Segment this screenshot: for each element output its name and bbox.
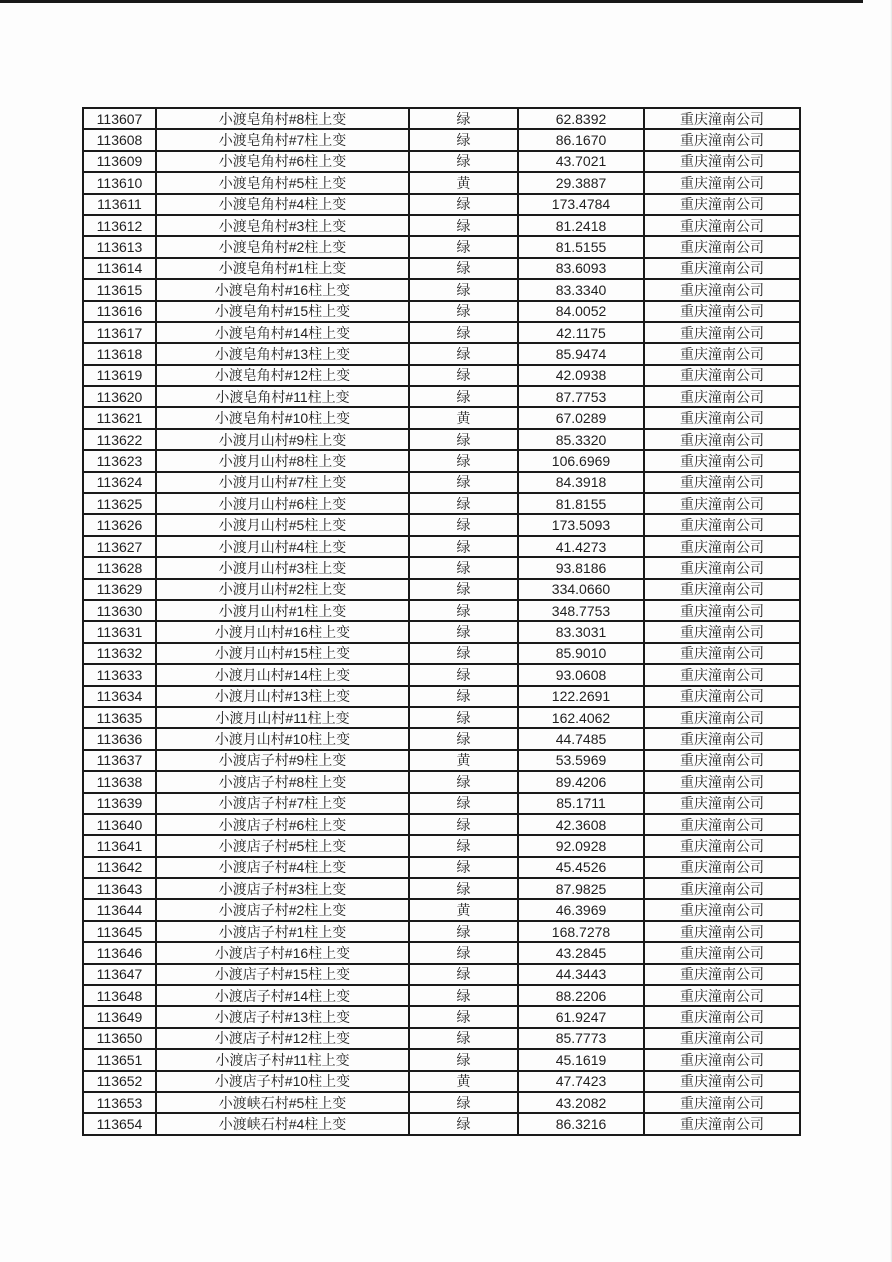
table-row	[83, 407, 800, 428]
table-row	[83, 493, 800, 514]
cell-id: 113608	[83, 129, 156, 150]
cell-status: 绿	[409, 386, 518, 407]
cell-status: 黄	[409, 1071, 518, 1092]
cell-value: 83.3340	[518, 279, 644, 300]
table-row	[83, 621, 800, 642]
cell-id: 113630	[83, 600, 156, 621]
cell-value: 67.0289	[518, 407, 644, 428]
cell-status: 绿	[409, 301, 518, 322]
table-row	[83, 514, 800, 535]
cell-company: 重庆潼南公司	[644, 1028, 800, 1049]
cell-name: 小渡皂角村#15柱上变	[156, 301, 409, 322]
cell-id: 113642	[83, 857, 156, 878]
table-row	[83, 921, 800, 942]
cell-status: 黄	[409, 899, 518, 920]
cell-value: 93.8186	[518, 557, 644, 578]
cell-company: 重庆潼南公司	[644, 985, 800, 1006]
cell-company: 重庆潼南公司	[644, 557, 800, 578]
cell-value: 53.5969	[518, 750, 644, 771]
cell-value: 86.1670	[518, 129, 644, 150]
cell-id: 113654	[83, 1113, 156, 1134]
table-row	[83, 236, 800, 257]
cell-value: 44.7485	[518, 728, 644, 749]
cell-id: 113611	[83, 194, 156, 215]
cell-name: 小渡店子村#2柱上变	[156, 899, 409, 920]
cell-value: 162.4062	[518, 707, 644, 728]
cell-status: 绿	[409, 343, 518, 364]
cell-id: 113619	[83, 365, 156, 386]
cell-status: 绿	[409, 108, 518, 129]
cell-value: 334.0660	[518, 579, 644, 600]
cell-id: 113615	[83, 279, 156, 300]
cell-status: 绿	[409, 450, 518, 471]
cell-value: 45.4526	[518, 857, 644, 878]
table-row	[83, 194, 800, 215]
cell-value: 85.9010	[518, 643, 644, 664]
cell-value: 85.1711	[518, 793, 644, 814]
cell-company: 重庆潼南公司	[644, 857, 800, 878]
cell-name: 小渡月山村#4柱上变	[156, 536, 409, 557]
cell-status: 绿	[409, 236, 518, 257]
cell-status: 绿	[409, 814, 518, 835]
cell-id: 113631	[83, 621, 156, 642]
cell-status: 黄	[409, 407, 518, 428]
cell-id: 113614	[83, 258, 156, 279]
cell-company: 重庆潼南公司	[644, 1049, 800, 1070]
cell-name: 小渡店子村#9柱上变	[156, 750, 409, 771]
cell-company: 重庆潼南公司	[644, 536, 800, 557]
cell-name: 小渡店子村#4柱上变	[156, 857, 409, 878]
cell-company: 重庆潼南公司	[644, 514, 800, 535]
cell-name: 小渡店子村#10柱上变	[156, 1071, 409, 1092]
table-row	[83, 386, 800, 407]
table-row	[83, 964, 800, 985]
cell-value: 42.3608	[518, 814, 644, 835]
cell-company: 重庆潼南公司	[644, 899, 800, 920]
cell-id: 113646	[83, 942, 156, 963]
cell-value: 45.1619	[518, 1049, 644, 1070]
cell-id: 113636	[83, 728, 156, 749]
table-row	[83, 707, 800, 728]
table-row	[83, 899, 800, 920]
table-row	[83, 643, 800, 664]
cell-id: 113618	[83, 343, 156, 364]
table-row	[83, 129, 800, 150]
cell-value: 168.7278	[518, 921, 644, 942]
cell-value: 61.9247	[518, 1006, 644, 1027]
cell-name: 小渡皂角村#2柱上变	[156, 236, 409, 257]
cell-value: 173.5093	[518, 514, 644, 535]
cell-id: 113628	[83, 557, 156, 578]
cell-status: 绿	[409, 771, 518, 792]
cell-name: 小渡月山村#1柱上变	[156, 600, 409, 621]
cell-name: 小渡皂角村#8柱上变	[156, 108, 409, 129]
scan-top-line	[0, 0, 863, 3]
cell-company: 重庆潼南公司	[644, 172, 800, 193]
cell-value: 43.7021	[518, 151, 644, 172]
cell-status: 绿	[409, 921, 518, 942]
cell-name: 小渡月山村#3柱上变	[156, 557, 409, 578]
table-row	[83, 664, 800, 685]
cell-id: 113622	[83, 429, 156, 450]
cell-status: 绿	[409, 728, 518, 749]
table-row	[83, 450, 800, 471]
cell-value: 43.2082	[518, 1092, 644, 1113]
cell-name: 小渡店子村#3柱上变	[156, 878, 409, 899]
cell-value: 88.2206	[518, 985, 644, 1006]
cell-id: 113621	[83, 407, 156, 428]
cell-name: 小渡月山村#13柱上变	[156, 686, 409, 707]
cell-status: 绿	[409, 151, 518, 172]
table-row	[83, 835, 800, 856]
cell-id: 113644	[83, 899, 156, 920]
cell-value: 89.4206	[518, 771, 644, 792]
table-row	[83, 793, 800, 814]
table-row	[83, 557, 800, 578]
cell-value: 43.2845	[518, 942, 644, 963]
table-row	[83, 472, 800, 493]
cell-value: 42.0938	[518, 365, 644, 386]
cell-company: 重庆潼南公司	[644, 643, 800, 664]
table-row	[83, 857, 800, 878]
cell-id: 113653	[83, 1092, 156, 1113]
cell-id: 113635	[83, 707, 156, 728]
cell-name: 小渡店子村#16柱上变	[156, 942, 409, 963]
table-row	[83, 172, 800, 193]
cell-status: 绿	[409, 1006, 518, 1027]
cell-status: 绿	[409, 1092, 518, 1113]
cell-status: 绿	[409, 194, 518, 215]
cell-status: 绿	[409, 493, 518, 514]
cell-name: 小渡皂角村#1柱上变	[156, 258, 409, 279]
table-row	[83, 536, 800, 557]
cell-status: 绿	[409, 322, 518, 343]
cell-name: 小渡皂角村#16柱上变	[156, 279, 409, 300]
cell-id: 113638	[83, 771, 156, 792]
cell-value: 46.3969	[518, 899, 644, 920]
cell-name: 小渡月山村#5柱上变	[156, 514, 409, 535]
cell-name: 小渡皂角村#10柱上变	[156, 407, 409, 428]
cell-value: 106.6969	[518, 450, 644, 471]
cell-name: 小渡月山村#9柱上变	[156, 429, 409, 450]
table-row	[83, 1049, 800, 1070]
cell-id: 113652	[83, 1071, 156, 1092]
cell-id: 113640	[83, 814, 156, 835]
cell-name: 小渡皂角村#3柱上变	[156, 215, 409, 236]
cell-id: 113641	[83, 835, 156, 856]
table-row	[83, 579, 800, 600]
cell-status: 绿	[409, 1113, 518, 1134]
cell-value: 84.3918	[518, 472, 644, 493]
cell-id: 113632	[83, 643, 156, 664]
table-row	[83, 750, 800, 771]
cell-company: 重庆潼南公司	[644, 771, 800, 792]
cell-name: 小渡皂角村#4柱上变	[156, 194, 409, 215]
cell-id: 113639	[83, 793, 156, 814]
cell-name: 小渡月山村#8柱上变	[156, 450, 409, 471]
table-row	[83, 279, 800, 300]
cell-company: 重庆潼南公司	[644, 322, 800, 343]
table-row	[83, 600, 800, 621]
cell-status: 绿	[409, 557, 518, 578]
cell-name: 小渡皂角村#5柱上变	[156, 172, 409, 193]
cell-status: 绿	[409, 429, 518, 450]
cell-status: 黄	[409, 750, 518, 771]
table-row	[83, 343, 800, 364]
cell-name: 小渡月山村#7柱上变	[156, 472, 409, 493]
cell-name: 小渡月山村#6柱上变	[156, 493, 409, 514]
table-row	[83, 322, 800, 343]
cell-company: 重庆潼南公司	[644, 236, 800, 257]
cell-value: 83.6093	[518, 258, 644, 279]
cell-company: 重庆潼南公司	[644, 429, 800, 450]
cell-value: 85.9474	[518, 343, 644, 364]
cell-status: 绿	[409, 215, 518, 236]
cell-company: 重庆潼南公司	[644, 1006, 800, 1027]
cell-name: 小渡店子村#11柱上变	[156, 1049, 409, 1070]
cell-status: 绿	[409, 686, 518, 707]
table-row	[83, 985, 800, 1006]
table-row	[83, 301, 800, 322]
cell-id: 113643	[83, 878, 156, 899]
cell-name: 小渡店子村#5柱上变	[156, 835, 409, 856]
table-row	[83, 878, 800, 899]
cell-id: 113612	[83, 215, 156, 236]
cell-name: 小渡月山村#11柱上变	[156, 707, 409, 728]
table-row	[83, 771, 800, 792]
cell-company: 重庆潼南公司	[644, 450, 800, 471]
cell-status: 绿	[409, 258, 518, 279]
cell-name: 小渡皂角村#12柱上变	[156, 365, 409, 386]
cell-id: 113609	[83, 151, 156, 172]
cell-company: 重庆潼南公司	[644, 1071, 800, 1092]
cell-company: 重庆潼南公司	[644, 579, 800, 600]
cell-id: 113650	[83, 1028, 156, 1049]
cell-company: 重庆潼南公司	[644, 964, 800, 985]
cell-name: 小渡皂角村#14柱上变	[156, 322, 409, 343]
cell-company: 重庆潼南公司	[644, 621, 800, 642]
cell-value: 42.1175	[518, 322, 644, 343]
cell-id: 113651	[83, 1049, 156, 1070]
cell-status: 绿	[409, 985, 518, 1006]
cell-name: 小渡店子村#1柱上变	[156, 921, 409, 942]
cell-status: 绿	[409, 621, 518, 642]
cell-status: 绿	[409, 1028, 518, 1049]
cell-value: 62.8392	[518, 108, 644, 129]
cell-company: 重庆潼南公司	[644, 194, 800, 215]
cell-name: 小渡皂角村#11柱上变	[156, 386, 409, 407]
cell-status: 绿	[409, 279, 518, 300]
cell-status: 绿	[409, 365, 518, 386]
cell-status: 绿	[409, 536, 518, 557]
cell-value: 81.2418	[518, 215, 644, 236]
cell-value: 87.7753	[518, 386, 644, 407]
cell-company: 重庆潼南公司	[644, 343, 800, 364]
cell-status: 绿	[409, 964, 518, 985]
cell-value: 85.3320	[518, 429, 644, 450]
cell-company: 重庆潼南公司	[644, 686, 800, 707]
cell-value: 47.7423	[518, 1071, 644, 1092]
cell-company: 重庆潼南公司	[644, 301, 800, 322]
cell-status: 绿	[409, 643, 518, 664]
cell-id: 113624	[83, 472, 156, 493]
cell-id: 113616	[83, 301, 156, 322]
cell-company: 重庆潼南公司	[644, 835, 800, 856]
cell-id: 113623	[83, 450, 156, 471]
cell-company: 重庆潼南公司	[644, 1113, 800, 1134]
cell-name: 小渡月山村#10柱上变	[156, 728, 409, 749]
cell-company: 重庆潼南公司	[644, 279, 800, 300]
cell-status: 绿	[409, 579, 518, 600]
table-row	[83, 365, 800, 386]
cell-value: 86.3216	[518, 1113, 644, 1134]
cell-status: 绿	[409, 514, 518, 535]
cell-status: 绿	[409, 664, 518, 685]
cell-id: 113613	[83, 236, 156, 257]
cell-value: 81.5155	[518, 236, 644, 257]
cell-company: 重庆潼南公司	[644, 814, 800, 835]
table-row	[83, 814, 800, 835]
cell-status: 绿	[409, 1049, 518, 1070]
cell-value: 93.0608	[518, 664, 644, 685]
cell-value: 81.8155	[518, 493, 644, 514]
transformer-data-table	[82, 107, 801, 1136]
table-row	[83, 1113, 800, 1134]
cell-id: 113649	[83, 1006, 156, 1027]
table-row	[83, 1028, 800, 1049]
cell-status: 黄	[409, 172, 518, 193]
cell-status: 绿	[409, 942, 518, 963]
cell-status: 绿	[409, 793, 518, 814]
table-row	[83, 728, 800, 749]
table-row	[83, 1071, 800, 1092]
table-body	[83, 108, 800, 1135]
table-row	[83, 429, 800, 450]
cell-company: 重庆潼南公司	[644, 472, 800, 493]
cell-id: 113620	[83, 386, 156, 407]
cell-name: 小渡皂角村#13柱上变	[156, 343, 409, 364]
cell-name: 小渡店子村#13柱上变	[156, 1006, 409, 1027]
cell-company: 重庆潼南公司	[644, 493, 800, 514]
cell-name: 小渡皂角村#7柱上变	[156, 129, 409, 150]
cell-status: 绿	[409, 472, 518, 493]
cell-id: 113625	[83, 493, 156, 514]
table-row	[83, 1006, 800, 1027]
cell-company: 重庆潼南公司	[644, 750, 800, 771]
table-row	[83, 942, 800, 963]
cell-id: 113633	[83, 664, 156, 685]
cell-company: 重庆潼南公司	[644, 793, 800, 814]
cell-status: 绿	[409, 835, 518, 856]
cell-value: 84.0052	[518, 301, 644, 322]
cell-name: 小渡店子村#14柱上变	[156, 985, 409, 1006]
cell-company: 重庆潼南公司	[644, 108, 800, 129]
cell-id: 113648	[83, 985, 156, 1006]
cell-company: 重庆潼南公司	[644, 600, 800, 621]
cell-name: 小渡店子村#12柱上变	[156, 1028, 409, 1049]
cell-name: 小渡月山村#2柱上变	[156, 579, 409, 600]
cell-id: 113610	[83, 172, 156, 193]
table-row	[83, 108, 800, 129]
cell-value: 87.9825	[518, 878, 644, 899]
cell-status: 绿	[409, 878, 518, 899]
cell-value: 348.7753	[518, 600, 644, 621]
table-row	[83, 1092, 800, 1113]
cell-value: 41.4273	[518, 536, 644, 557]
cell-company: 重庆潼南公司	[644, 878, 800, 899]
cell-name: 小渡店子村#8柱上变	[156, 771, 409, 792]
cell-name: 小渡皂角村#6柱上变	[156, 151, 409, 172]
cell-name: 小渡店子村#6柱上变	[156, 814, 409, 835]
cell-name: 小渡峡石村#4柱上变	[156, 1113, 409, 1134]
cell-name: 小渡店子村#15柱上变	[156, 964, 409, 985]
cell-value: 122.2691	[518, 686, 644, 707]
cell-company: 重庆潼南公司	[644, 1092, 800, 1113]
cell-id: 113645	[83, 921, 156, 942]
cell-status: 绿	[409, 129, 518, 150]
cell-name: 小渡店子村#7柱上变	[156, 793, 409, 814]
cell-company: 重庆潼南公司	[644, 215, 800, 236]
cell-name: 小渡月山村#16柱上变	[156, 621, 409, 642]
cell-id: 113634	[83, 686, 156, 707]
cell-value: 44.3443	[518, 964, 644, 985]
cell-value: 85.7773	[518, 1028, 644, 1049]
table-row	[83, 686, 800, 707]
table-row	[83, 215, 800, 236]
cell-id: 113607	[83, 108, 156, 129]
cell-status: 绿	[409, 600, 518, 621]
cell-company: 重庆潼南公司	[644, 728, 800, 749]
cell-company: 重庆潼南公司	[644, 707, 800, 728]
cell-id: 113637	[83, 750, 156, 771]
cell-company: 重庆潼南公司	[644, 151, 800, 172]
cell-id: 113629	[83, 579, 156, 600]
cell-value: 173.4784	[518, 194, 644, 215]
cell-name: 小渡峡石村#5柱上变	[156, 1092, 409, 1113]
cell-company: 重庆潼南公司	[644, 129, 800, 150]
cell-id: 113626	[83, 514, 156, 535]
cell-company: 重庆潼南公司	[644, 365, 800, 386]
cell-company: 重庆潼南公司	[644, 386, 800, 407]
table-row	[83, 258, 800, 279]
cell-value: 92.0928	[518, 835, 644, 856]
cell-company: 重庆潼南公司	[644, 407, 800, 428]
cell-company: 重庆潼南公司	[644, 921, 800, 942]
cell-name: 小渡月山村#15柱上变	[156, 643, 409, 664]
cell-id: 113617	[83, 322, 156, 343]
cell-value: 29.3887	[518, 172, 644, 193]
cell-value: 83.3031	[518, 621, 644, 642]
cell-name: 小渡月山村#14柱上变	[156, 664, 409, 685]
cell-company: 重庆潼南公司	[644, 258, 800, 279]
cell-status: 绿	[409, 707, 518, 728]
cell-status: 绿	[409, 857, 518, 878]
cell-company: 重庆潼南公司	[644, 942, 800, 963]
cell-id: 113647	[83, 964, 156, 985]
cell-company: 重庆潼南公司	[644, 664, 800, 685]
cell-id: 113627	[83, 536, 156, 557]
table-row	[83, 151, 800, 172]
